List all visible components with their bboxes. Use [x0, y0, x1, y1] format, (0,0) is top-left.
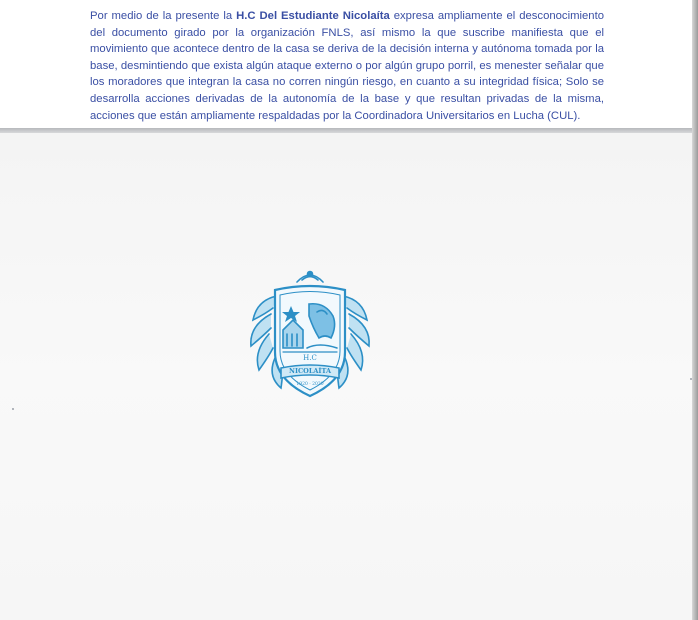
paragraph-body: expresa ampliamente el desconocimiento del documento girado por la organización FNLS, así mismo la que suscribe manifiesta que el movimiento que acontece dentro de la casa se deriva de la decisión interna y autónoma tomada por la base, desmintiendo que exista algún ataque externo o por algún grupo porril, es menester señalar que los moradores que integran la casa no corren ningún riesgo, en cuanto a su integridad física; Solo se desarrolla acciones derivadas de la autonomía de la base y que resultan privadas de la misma, acciones que están ampliamente respaldadas por la Coordinadora Universitarios en Lucha (CUL).	[90, 10, 604, 122]
seal-text-name: NICOLAÍTA	[289, 367, 331, 375]
document-page-upper	[0, 0, 698, 128]
viewer-right-edge	[692, 0, 698, 620]
paragraph-intro: Por medio de la presente la	[90, 10, 237, 22]
statement-paragraph	[90, 8, 604, 124]
organization-name: H.C Del Estudiante Nicolaíta	[236, 10, 390, 22]
scan-speck	[12, 408, 14, 410]
seal-text-hc: H.C	[303, 354, 317, 362]
seal-text-years: 1920 · 2020	[296, 382, 324, 387]
institution-seal	[247, 268, 373, 404]
